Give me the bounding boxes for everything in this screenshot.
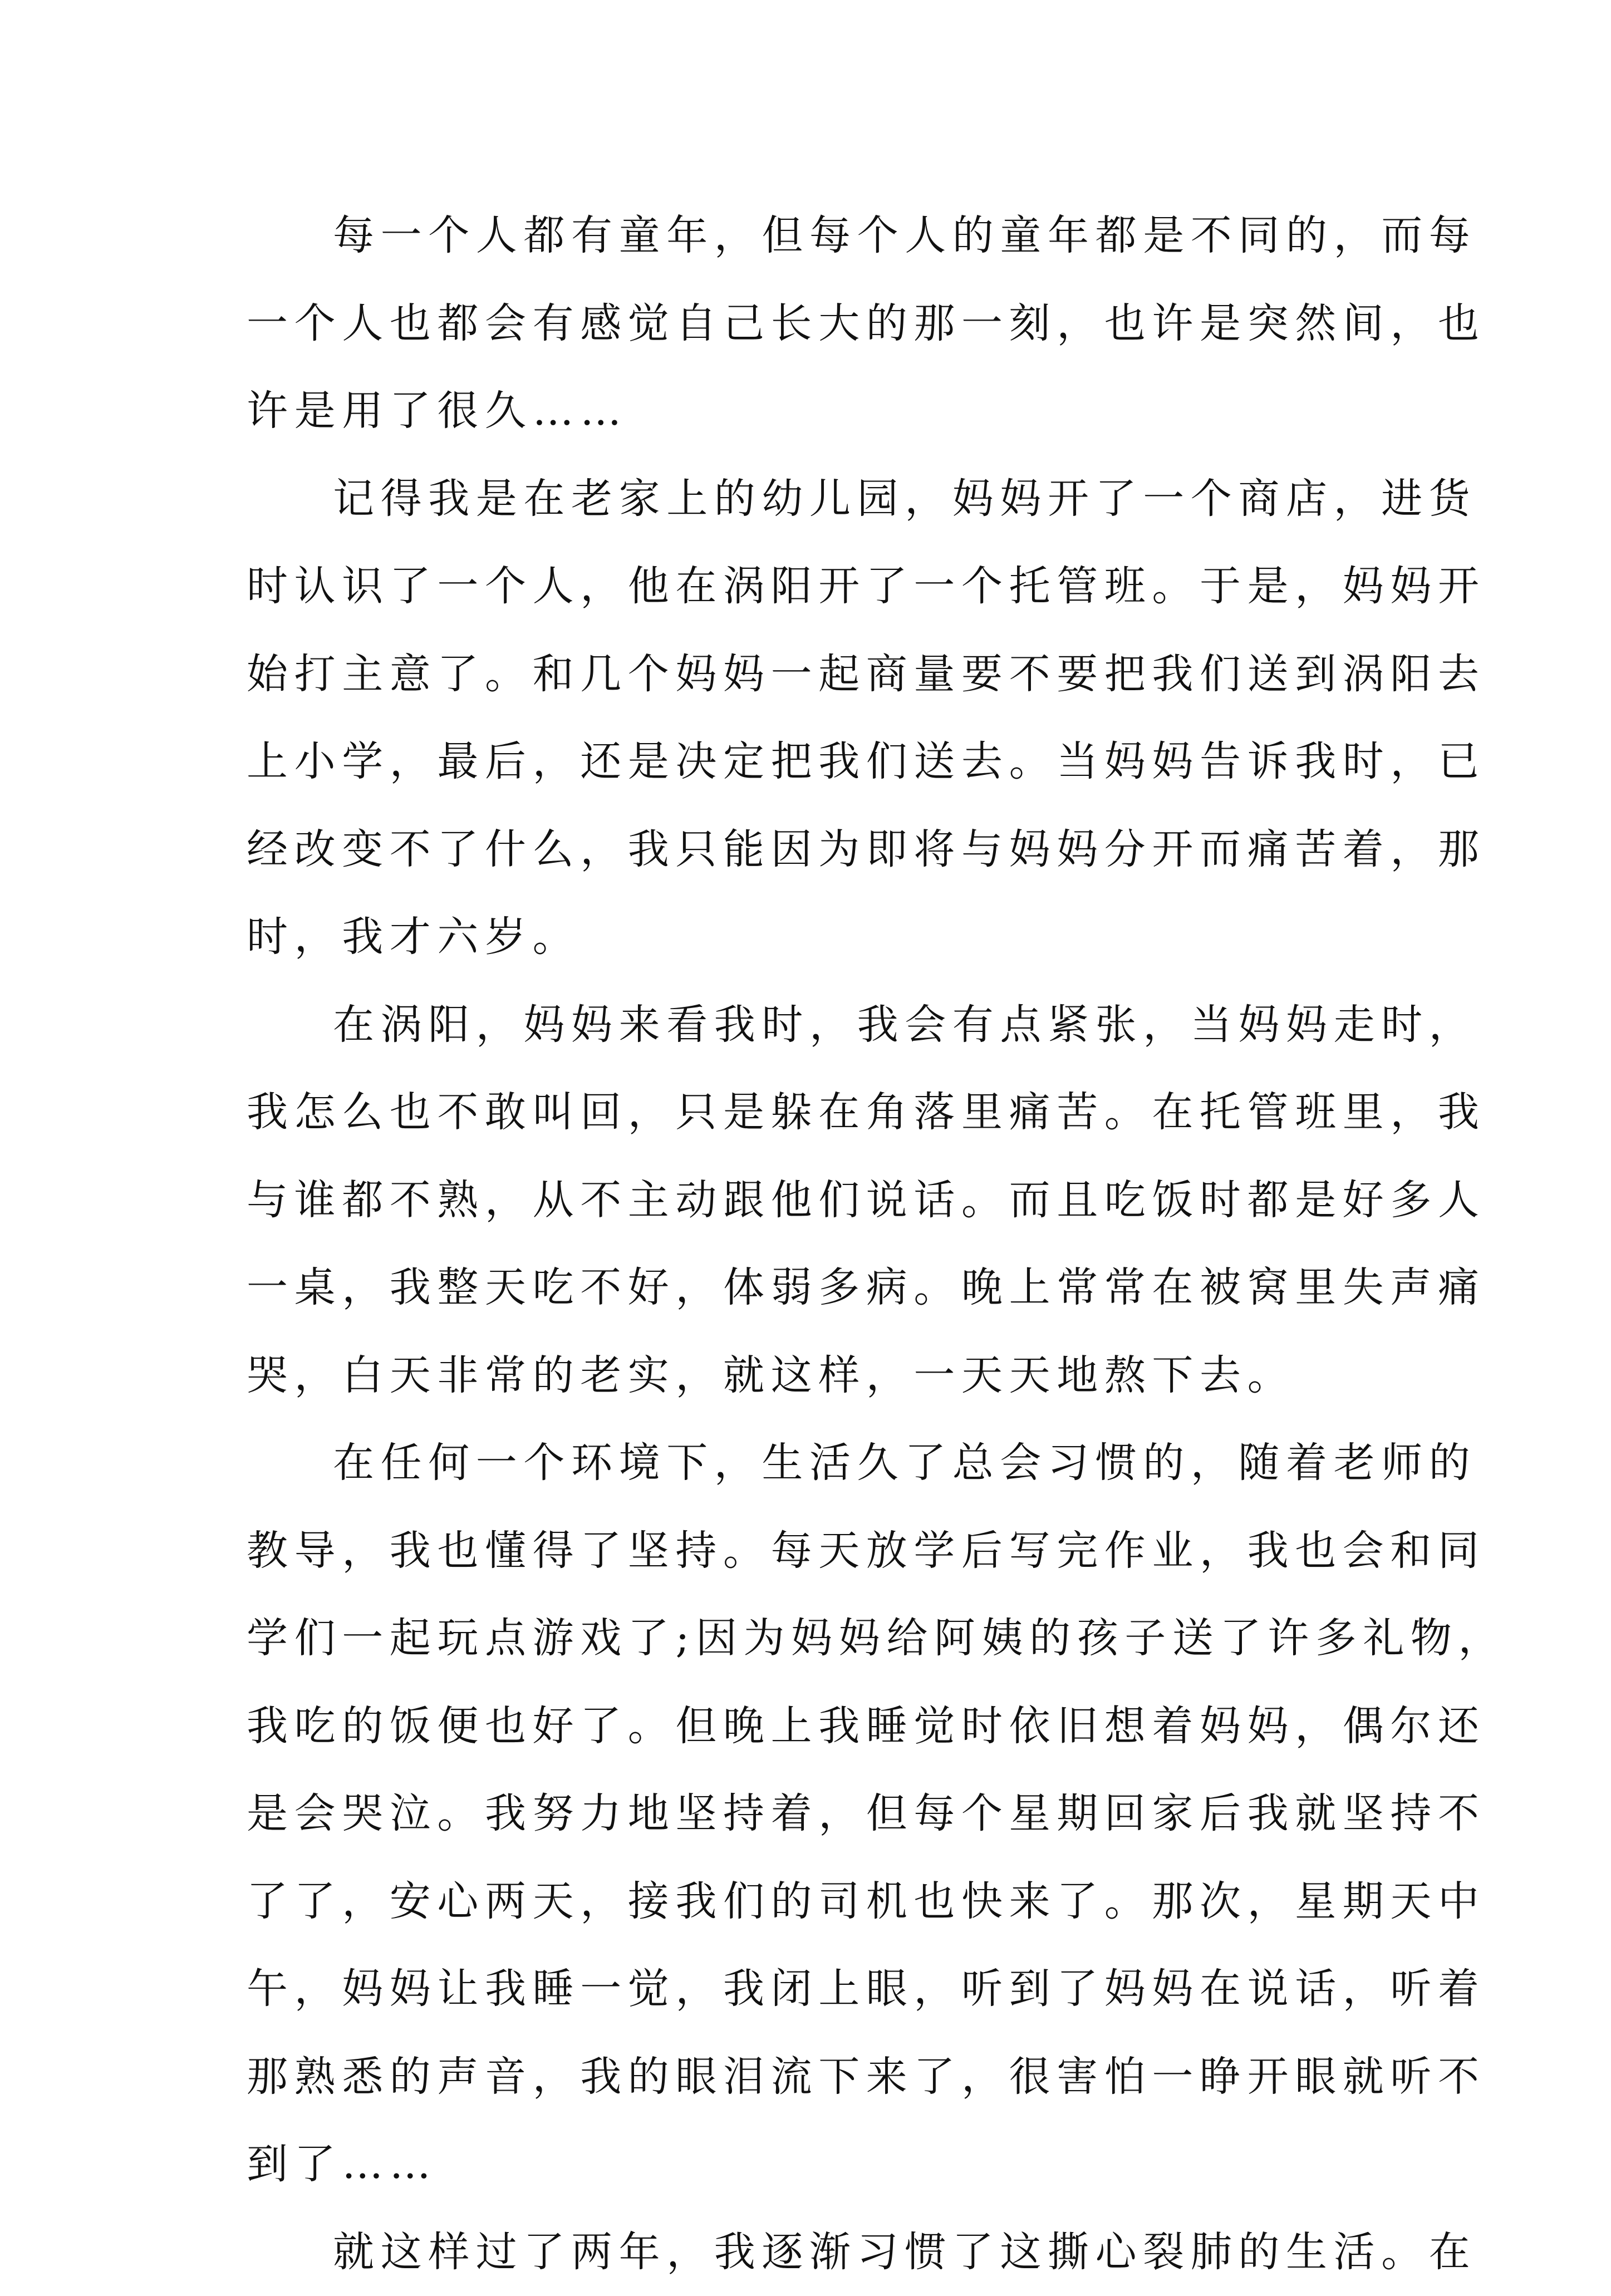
text-line: 一个人也都会有感觉自己长大的那一刻，也许是突然间，也 xyxy=(247,280,1382,368)
text-line: 我怎么也不敢叫回，只是躲在角落里痛苦。在托管班里，我 xyxy=(247,1069,1382,1157)
text-line: 时，我才六岁。 xyxy=(247,893,1382,981)
text-line: 一桌，我整天吃不好，体弱多病。晚上常常在被窝里失声痛 xyxy=(247,1244,1382,1332)
text-line: 是会哭泣。我努力地坚持着，但每个星期回家后我就坚持不 xyxy=(247,1770,1382,1858)
text-line: 到了…… xyxy=(247,2121,1382,2209)
text-line: 每一个人都有童年，但每个人的童年都是不同的，而每 xyxy=(247,192,1382,280)
text-line: 与谁都不熟，从不主动跟他们说话。而且吃饭时都是好多人 xyxy=(247,1157,1382,1245)
text-line: 学们一起玩点游戏了;因为妈妈给阿姨的孩子送了许多礼物， xyxy=(247,1595,1382,1683)
paragraph-2 xyxy=(247,455,1382,981)
text-line: 哭，白天非常的老实，就这样，一天天地熬下去。 xyxy=(247,1332,1382,1420)
paragraph-3 xyxy=(247,981,1382,1420)
text-line: 教导，我也懂得了坚持。每天放学后写完作业，我也会和同 xyxy=(247,1507,1382,1595)
text-line: 了了，安心两天，接我们的司机也快来了。那次，星期天中 xyxy=(247,1858,1382,1946)
text-line: 午，妈妈让我睡一觉，我闭上眼，听到了妈妈在说话，听着 xyxy=(247,1945,1382,2033)
text-line: 许是用了很久…… xyxy=(247,367,1382,455)
text-line: 始打主意了。和几个妈妈一起商量要不要把我们送到涡阳去 xyxy=(247,631,1382,719)
text-line: 在任何一个环境下，生活久了总会习惯的，随着老师的 xyxy=(247,1419,1382,1507)
text-line: 时认识了一个人，他在涡阳开了一个托管班。于是，妈妈开 xyxy=(247,543,1382,631)
text-line: 在涡阳，妈妈来看我时，我会有点紧张，当妈妈走时， xyxy=(247,981,1382,1069)
paragraph-1 xyxy=(247,192,1382,455)
text-line: 经改变不了什么，我只能因为即将与妈妈分开而痛苦着，那 xyxy=(247,806,1382,894)
text-line: 我吃的饭便也好了。但晚上我睡觉时依旧想着妈妈，偶尔还 xyxy=(247,1683,1382,1771)
paragraph-5 xyxy=(247,2209,1382,2296)
paragraph-4 xyxy=(247,1419,1382,2209)
text-line: 上小学，最后，还是决定把我们送去。当妈妈告诉我时，已 xyxy=(247,718,1382,806)
text-line: 记得我是在老家上的幼儿园，妈妈开了一个商店，进货 xyxy=(247,455,1382,543)
text-line: 那熟悉的声音，我的眼泪流下来了，很害怕一睁开眼就听不 xyxy=(247,2033,1382,2121)
essay-body xyxy=(247,192,1382,2296)
text-line: 就这样过了两年，我逐渐习惯了这撕心裂肺的生活。在 xyxy=(247,2209,1382,2296)
